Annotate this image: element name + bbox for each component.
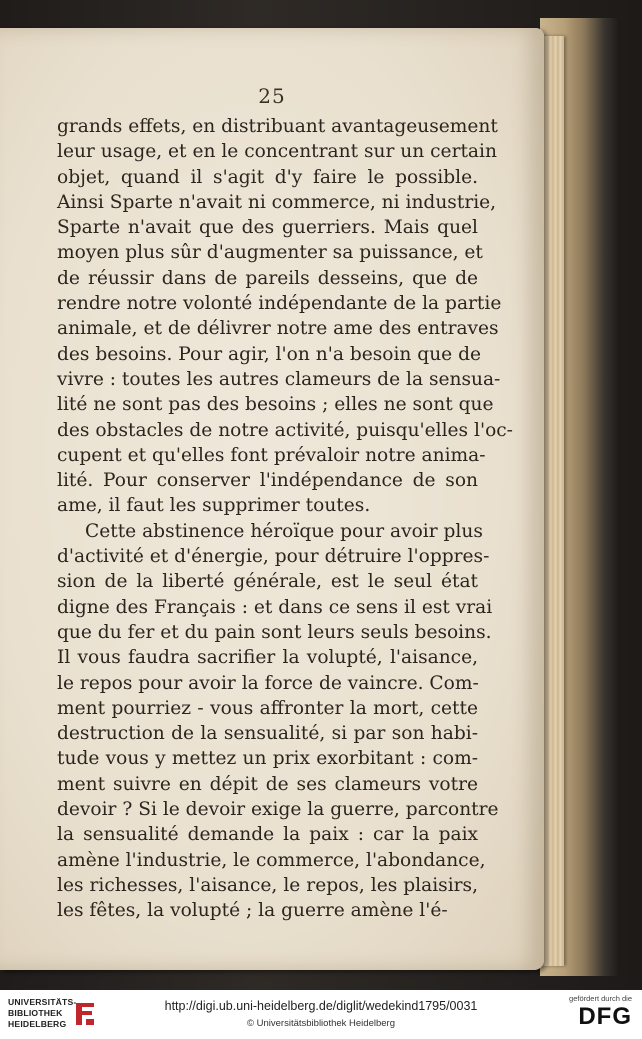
text-line: Cette abstinence héroïque pour avoir plus <box>85 520 483 542</box>
dfg-funding[interactable] <box>560 994 632 1036</box>
text-line: le repos pour avoir la force de vaincre. Com- <box>57 672 479 694</box>
text-line: des obstacles de notre activité, puisqu'elles l'oc- <box>57 419 513 441</box>
copyright-notice: © Universitätsbibliothek Heidelberg <box>247 1018 395 1029</box>
text-line: digne des Français : et dans ce sens il est vrai <box>57 596 493 618</box>
text-line: vivre : toutes les autres clameurs de la sensua- <box>57 368 501 390</box>
text-line: Sparte n'avait que des guerriers. Mais quel <box>57 217 478 239</box>
text-line: grands effets, en distribuant avantageusement <box>57 116 498 137</box>
text-line: amène l'industrie, le commerce, l'abondance, <box>57 849 486 871</box>
viewer-footer <box>0 990 642 1039</box>
text-line: animale, et de délivrer notre ame des entraves <box>57 318 499 340</box>
text-line: leur usage, et en le concentrant sur un certain <box>57 141 497 163</box>
page-url-link[interactable]: http://digi.ub.uni-heidelberg.de/diglit/wedekind1795/0031 <box>164 999 478 1013</box>
text-line: ame, il faut les supprimer toutes. <box>57 495 371 517</box>
text-line: des besoins. Pour agir, l'on n'a besoin que de <box>57 343 482 365</box>
text-line: que du fer et du pain sont leurs seuls besoins. <box>57 621 492 643</box>
text-line: ment pourriez - vous affronter la mort, cette <box>57 697 478 719</box>
dfg-logo: DFG <box>578 1003 632 1030</box>
book-page <box>0 28 544 970</box>
text-line: de réussir dans de pareils desseins, que de <box>57 267 478 289</box>
text-line: Il vous faudra sacrifier la volupté, l'aisance, <box>57 647 478 669</box>
text-line: d'activité et d'énergie, pour détruire l'oppres- <box>57 546 490 568</box>
text-line: devoir ? Si le devoir exige la guerre, parcontre <box>57 799 499 821</box>
text-line: tude vous y mettez un prix exorbitant : com- <box>57 748 478 770</box>
text-line: Ainsi Sparte n'avait ni commerce, ni industrie, <box>57 191 497 213</box>
text-line: sion de la liberté générale, est le seul état <box>57 571 478 593</box>
text-line: les fêtes, la volupté ; la guerre amène l'é- <box>57 900 448 922</box>
logo-text-line3: HEIDELBERG <box>8 1019 67 1029</box>
text-line: lité ne sont pas des besoins ; elles ne sont que <box>57 394 494 416</box>
funding-note: gefördert durch die <box>569 994 632 1003</box>
text-line: cupent et qu'elles font prévaloir notre anima- <box>57 444 486 466</box>
text-line: lité. Pour conserver l'indépendance de son <box>57 470 478 492</box>
page-number: 25 <box>258 84 286 108</box>
page-text <box>57 114 513 924</box>
text-line: destruction de la sensualité, si par son habi- <box>57 723 478 745</box>
text-line: la sensualité demande la paix : car la paix <box>57 824 478 846</box>
logo-text-line2: BIBLIOTHEK <box>8 1008 63 1018</box>
logo-text-line1: UNIVERSITÄTS- <box>8 997 77 1007</box>
text-line: les richesses, l'aisance, le repos, les plaisirs, <box>57 874 478 896</box>
text-line: rendre notre volonté indépendante de la partie <box>57 293 502 315</box>
text-line: objet, quand il s'agit d'y faire le possible. <box>57 166 478 188</box>
text-line: ment suivre en dépit de ses clameurs votre <box>57 773 478 795</box>
text-line: moyen plus sûr d'augmenter sa puissance, et <box>57 242 483 264</box>
